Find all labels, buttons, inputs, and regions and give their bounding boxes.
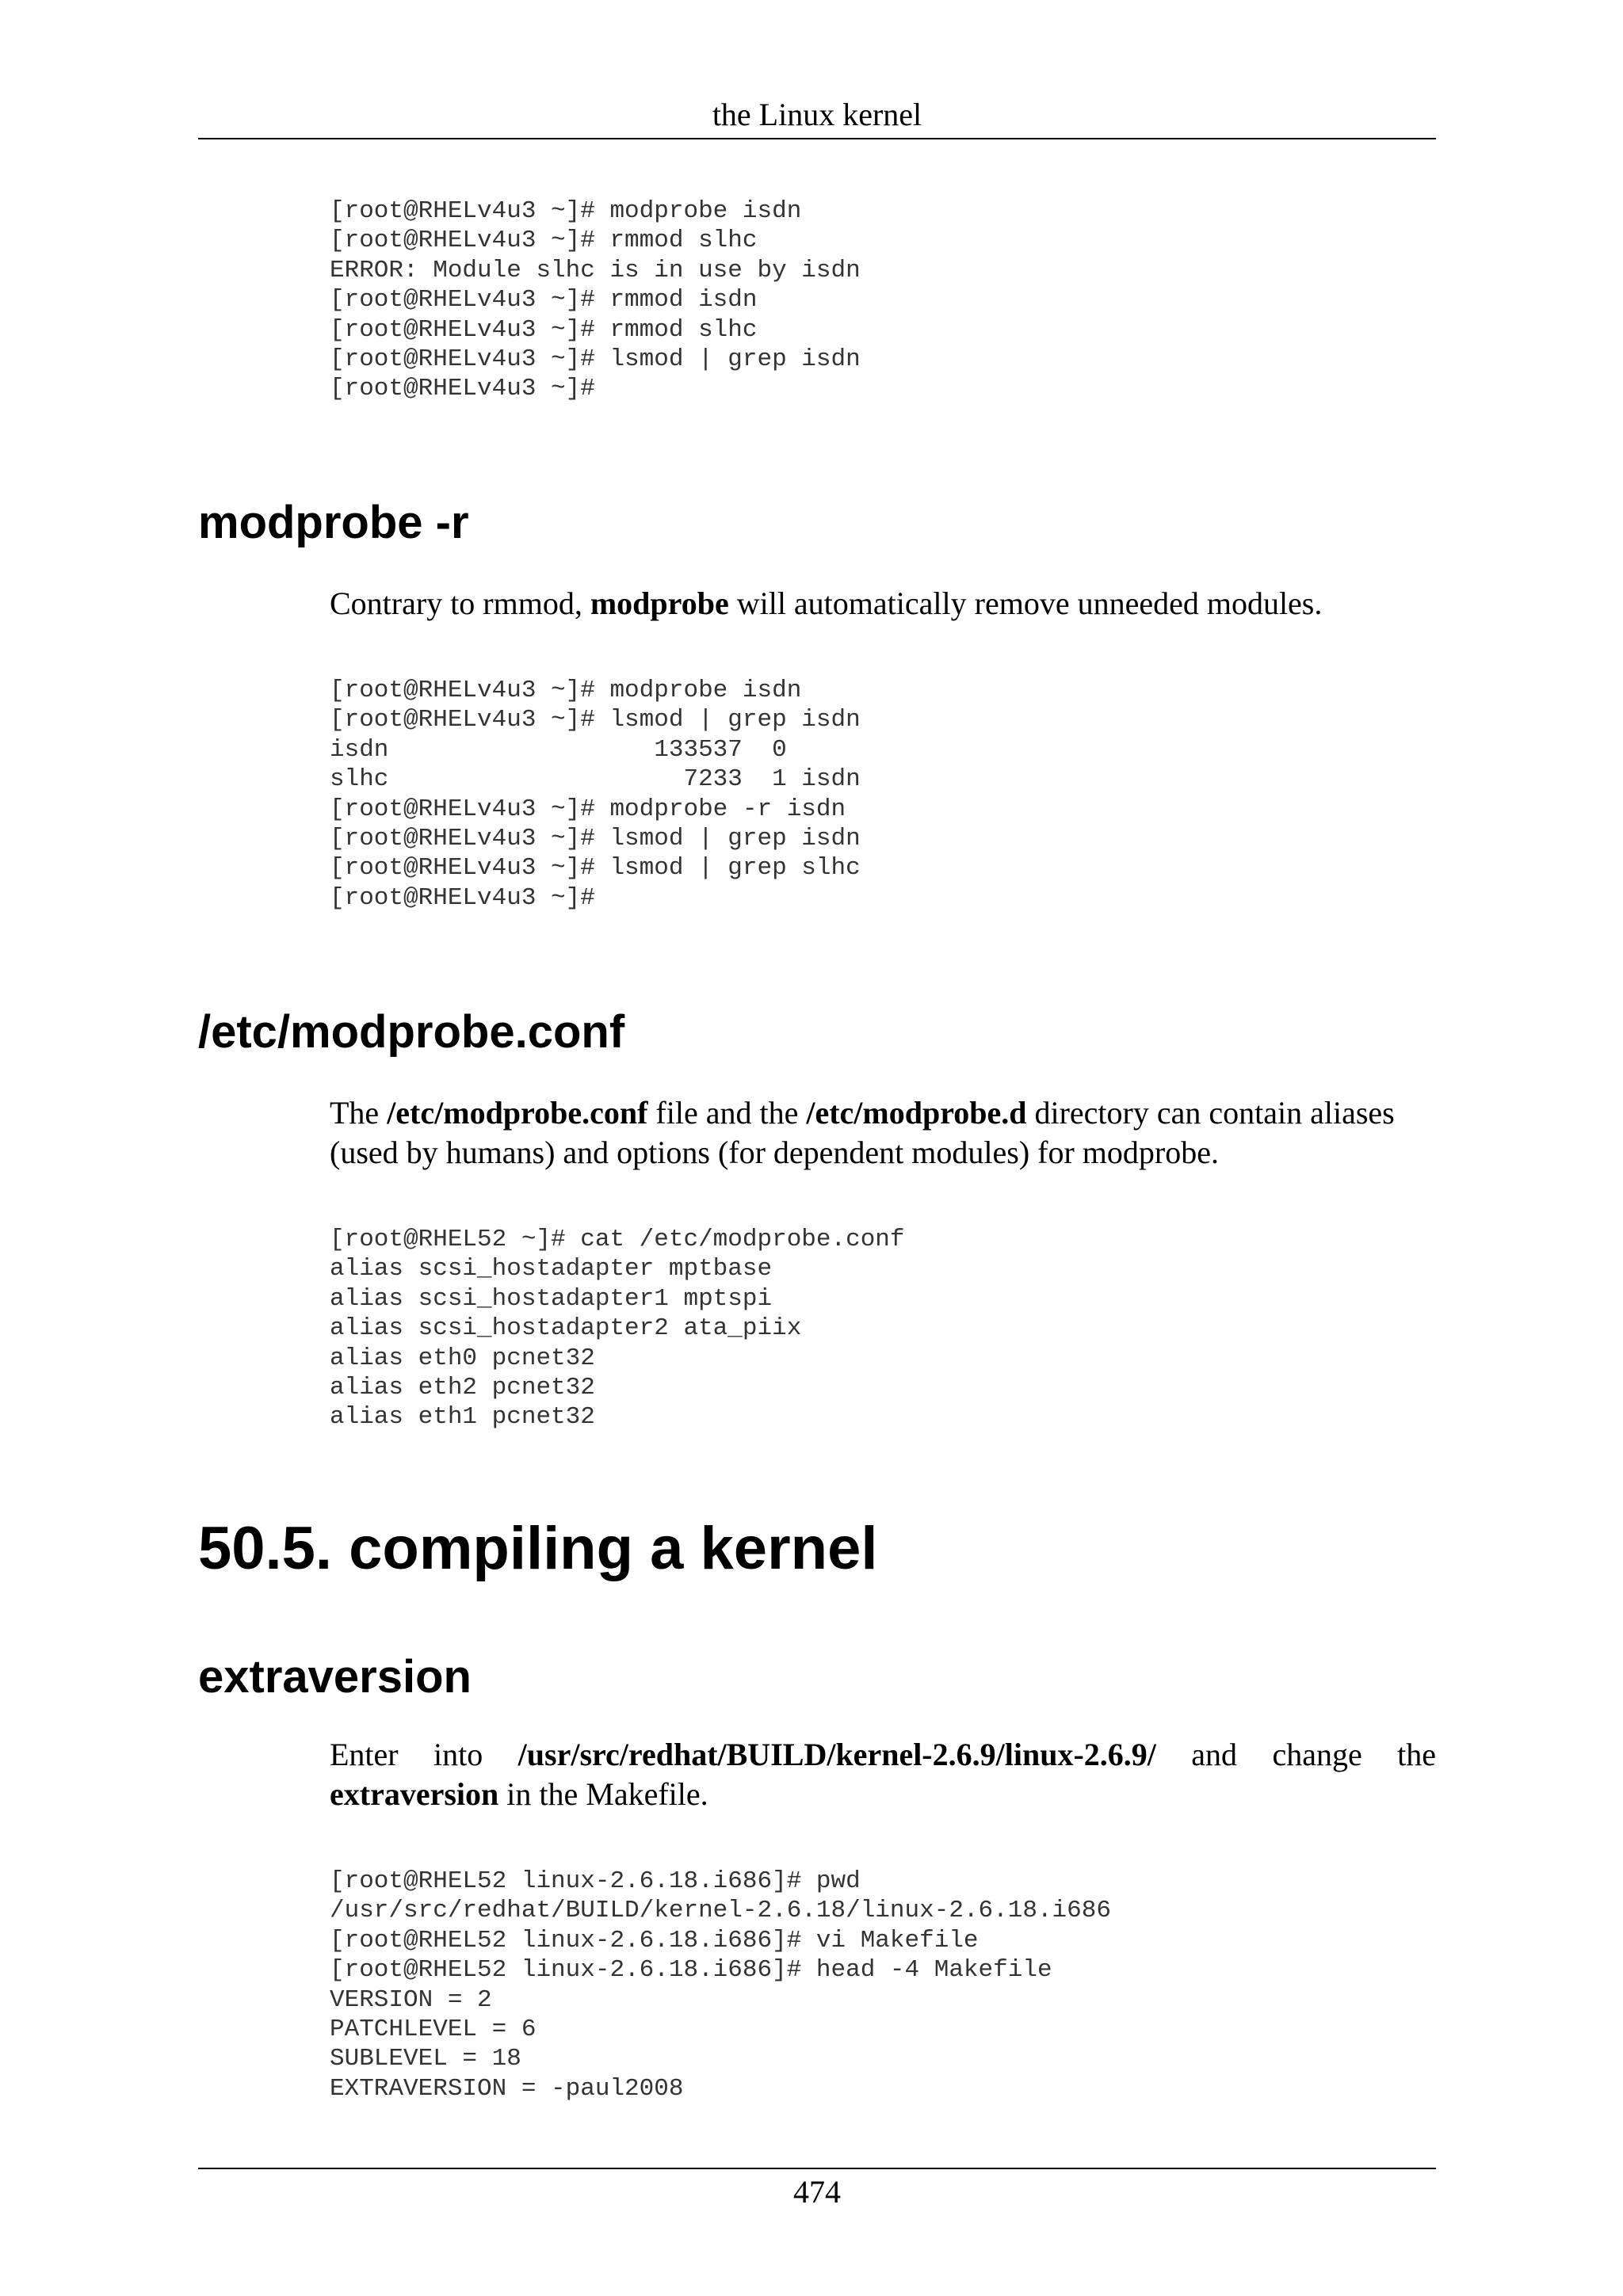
section-heading-modprobe-conf: /etc/modprobe.conf [198, 1006, 625, 1058]
paragraph-text: and change the [1155, 1737, 1436, 1772]
paragraph-text: directory can contain aliases (used by humans) and options (for dependent modules) for modprobe. [330, 1095, 1395, 1170]
paragraph-extraversion [330, 1735, 1436, 1814]
paragraph-text: file and the [647, 1095, 807, 1131]
paragraph-bold-text: /usr/src/redhat/BUILD/kernel-2.6.9/linux-2.6.9/ [517, 1737, 1156, 1772]
code-block-makefile: [root@RHEL52 linux-2.6.18.i686]# pwd /usr/src/redhat/BUILD/kernel-2.6.18/linux-2.6.18.i686 [root@RHEL52 linux-2.6.18.i686]# vi Makefile [root@RHEL52 linux-2.6.18.i686]# head -4 Makefile VERSION = 2 PATCHLEVEL = 6 SUBLEVEL = 18 EXTRAVERSION = -paul2008 [330, 1867, 1111, 2103]
header-rule [198, 138, 1436, 139]
section-heading-modprobe-r: modprobe -r [198, 497, 469, 548]
paragraph-bold-text: /etc/modprobe.d [806, 1095, 1027, 1131]
page-number: 474 [793, 2174, 841, 2210]
paragraph-text: Enter into [330, 1737, 518, 1772]
paragraph-text: The [330, 1095, 388, 1131]
footer-rule [198, 2168, 1436, 2169]
paragraph-text: in the Makefile. [498, 1776, 708, 1812]
paragraph-bold-text: /etc/modprobe.conf [387, 1095, 648, 1131]
code-block-rmmod: [root@RHELv4u3 ~]# modprobe isdn [root@RHELv4u3 ~]# rmmod slhc ERROR: Module slhc is in use by isdn [root@RHELv4u3 ~]# rmmod isdn [root@RHELv4u3 ~]# rmmod slhc [root@RHELv4u3 ~]# lsmod | grep isdn [root@RHELv4u3 ~]# [330, 197, 861, 403]
code-block-modprobe-conf: [root@RHEL52 ~]# cat /etc/modprobe.conf alias scsi_hostadapter mptbase alias scsi_hostadapter1 mptspi alias scsi_hostadapter2 ata_piix alias eth0 pcnet32 alias eth2 pcnet32 alias eth1 pcnet32 [330, 1226, 905, 1432]
paragraph-text: Contrary to rmmod, [330, 585, 590, 621]
paragraph-text: will automatically remove unneeded modules. [728, 585, 1323, 621]
chapter-section-heading: 50.5. compiling a kernel [198, 1515, 878, 1582]
running-header: the Linux kernel [712, 97, 922, 132]
section-heading-extraversion: extraversion [198, 1651, 472, 1703]
paragraph-modprobe-conf [330, 1093, 1436, 1173]
paragraph-bold-text: modprobe [590, 585, 729, 621]
paragraph-modprobe-r [330, 584, 1436, 624]
code-block-modprobe-r: [root@RHELv4u3 ~]# modprobe isdn [root@RHELv4u3 ~]# lsmod | grep isdn isdn 133537 0 slhc 7233 1 isdn [root@RHELv4u3 ~]# modprobe -r isdn [root@RHELv4u3 ~]# lsmod | grep isdn [root@RHELv4u3 ~]# lsmod | grep slhc [root@RHELv4u3 ~]# [330, 677, 861, 912]
paragraph-bold-text: extraversion [330, 1776, 499, 1812]
